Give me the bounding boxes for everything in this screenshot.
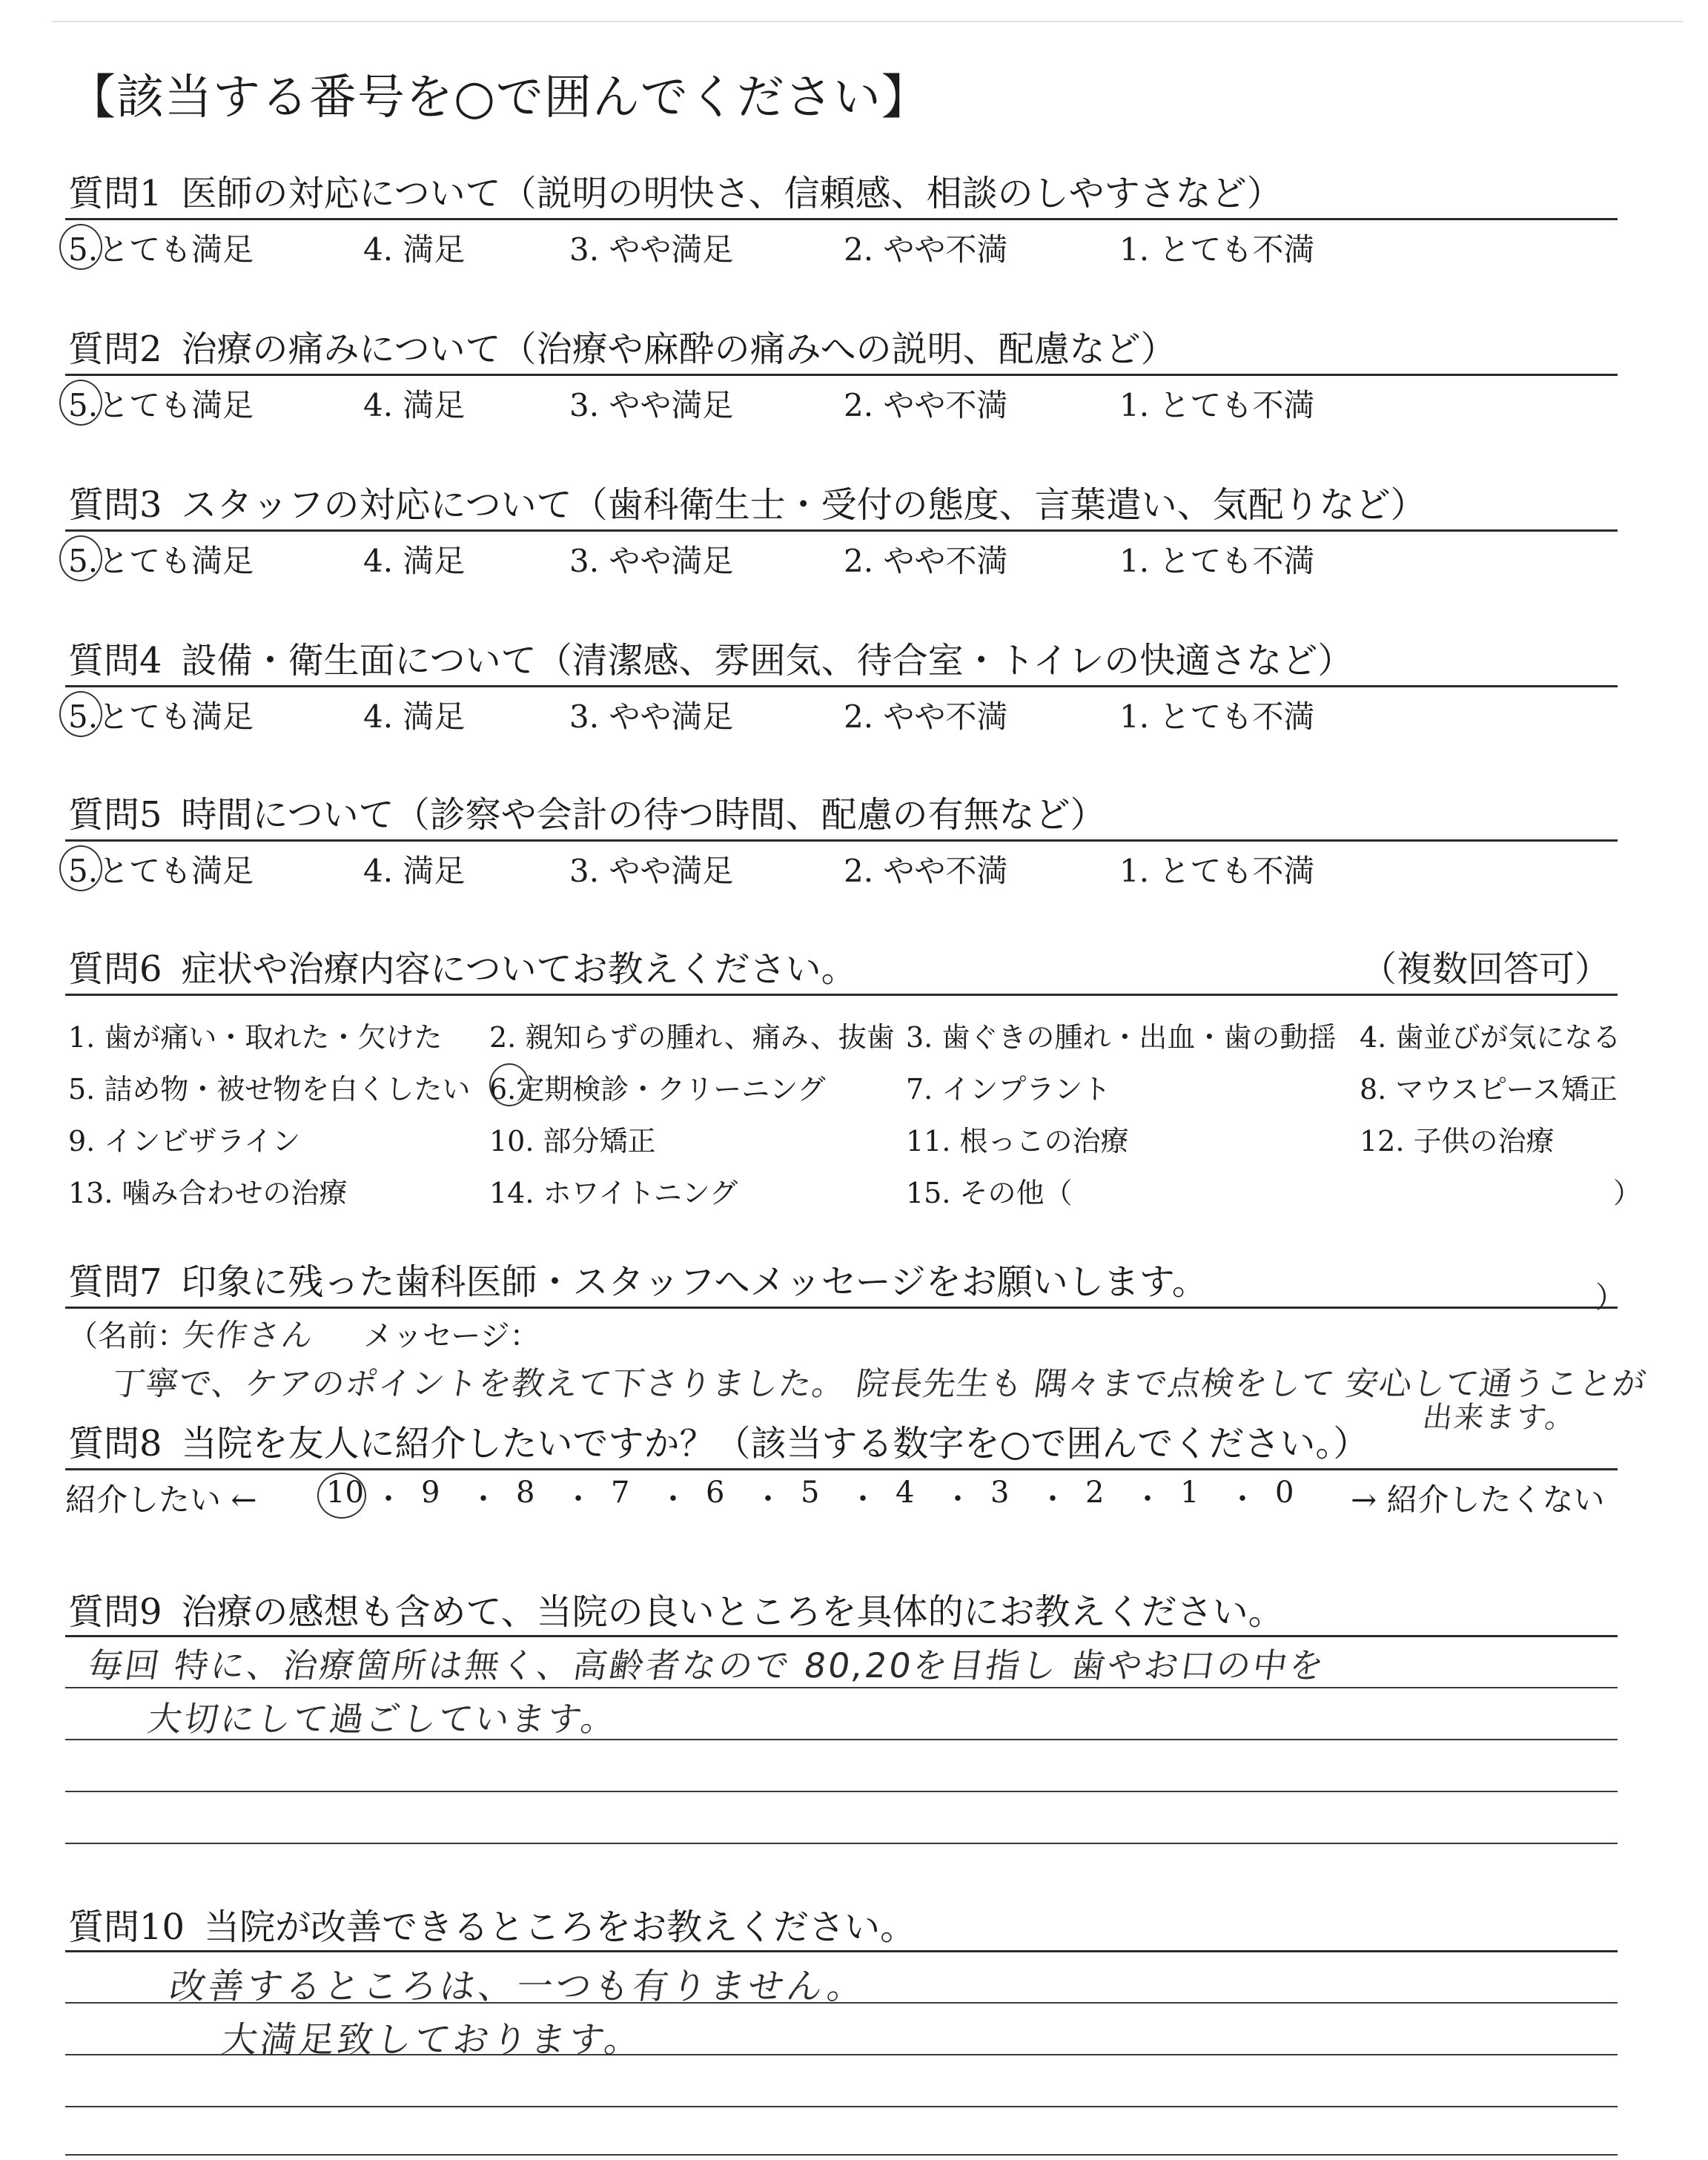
question-label: 質問3 — [68, 484, 162, 526]
scale-value[interactable]: 0 — [1275, 1476, 1294, 1510]
handwritten-message: 丁寧で、ケアのポイントを教えて下さりました。 院長先生も 隅々まで点検をして 安心して通うことが — [109, 1365, 1649, 1403]
rating-option-2[interactable]: 2. やや不満 — [844, 387, 1008, 423]
multi-answer-note: （複数回答可） — [1361, 948, 1611, 990]
selection-circle — [317, 1473, 366, 1519]
answer-line — [65, 1843, 1618, 1844]
question-9-rule — [65, 1635, 1618, 1637]
handwritten-message-cont: 出来ます。 — [1420, 1401, 1579, 1435]
question-10-rule — [65, 1950, 1618, 1952]
symptom-option[interactable]: 11. 根っこの治療 — [906, 1125, 1129, 1157]
question-label: 質問4 — [68, 640, 162, 681]
symptom-option[interactable]: 15. その他（ — [906, 1177, 1073, 1209]
question-text: 時間について（診察や会計の待つ時間、配慮の有無など） — [181, 794, 1106, 836]
selection-circle — [59, 845, 102, 891]
rating-option-2[interactable]: 2. やや不満 — [844, 698, 1008, 735]
scale-right-label: → 紹介したくない — [1351, 1482, 1605, 1518]
scale-value[interactable]: 6 — [706, 1476, 725, 1510]
scale-dot: ・ — [1133, 1482, 1162, 1516]
question-label: 質問8 — [68, 1423, 162, 1464]
handwritten-answer-line-1: 毎回 特に、治療箇所は無く、高齢者なので 80,20を目指し 歯やお口の中を — [85, 1645, 1329, 1685]
top-border — [52, 21, 1683, 22]
scale-value[interactable]: 3 — [990, 1476, 1010, 1510]
rating-option-4[interactable]: 4. 満足 — [363, 853, 466, 889]
question-1 — [68, 165, 1282, 216]
scale-value[interactable]: 1 — [1180, 1476, 1199, 1510]
rating-option-2[interactable]: 2. やや不満 — [844, 543, 1008, 579]
rating-option-3[interactable]: 3. やや満足 — [569, 231, 734, 268]
question-4 — [68, 632, 1353, 683]
scale-value[interactable]: 10 — [326, 1476, 364, 1510]
scale-value[interactable]: 9 — [421, 1476, 440, 1510]
name-value: 矢作さん — [181, 1317, 317, 1353]
symptom-option[interactable]: 6.定期検診・クリーニング — [489, 1073, 826, 1106]
question-rule — [65, 529, 1618, 532]
scale-dot: ・ — [563, 1482, 593, 1516]
scale-dot: ・ — [469, 1482, 498, 1516]
question-6-rule — [65, 994, 1618, 996]
selection-circle — [59, 535, 102, 581]
question-rule — [65, 685, 1618, 687]
question-label: 質問6 — [68, 948, 162, 990]
rating-option-3[interactable]: 3. やや満足 — [569, 698, 734, 735]
rating-option-5[interactable]: 5.とても満足 — [68, 231, 254, 268]
rating-option-1[interactable]: 1. とても不満 — [1119, 231, 1315, 268]
symptom-option[interactable]: 7. インプラント — [906, 1073, 1111, 1106]
question-label: 質問2 — [68, 328, 162, 370]
close-paren: ） — [1595, 1281, 1625, 1315]
handwritten-answer-line-2: 大切にして過ごしています。 — [145, 1699, 620, 1739]
rating-option-1[interactable]: 1. とても不満 — [1119, 853, 1315, 889]
scale-dot: ・ — [658, 1482, 688, 1516]
question-label: 質問5 — [68, 794, 162, 836]
rating-option-1[interactable]: 1. とても不満 — [1119, 387, 1315, 423]
question-label: 質問9 — [68, 1591, 162, 1633]
rating-option-4[interactable]: 4. 満足 — [363, 231, 466, 268]
rating-option-3[interactable]: 3. やや満足 — [569, 853, 734, 889]
symptom-option[interactable]: 12. 子供の治療 — [1360, 1125, 1555, 1157]
symptom-option[interactable]: 13. 噛み合わせの治療 — [68, 1177, 348, 1209]
rating-option-5[interactable]: 5.とても満足 — [68, 698, 254, 735]
handwritten-answer-line-2: 大満足致しております。 — [219, 2019, 646, 2061]
other-close-paren: ） — [1613, 1177, 1642, 1209]
symptom-option[interactable]: 4. 歯並びが気になる — [1360, 1021, 1621, 1054]
rating-option-3[interactable]: 3. やや満足 — [569, 387, 734, 423]
rating-option-1[interactable]: 1. とても不満 — [1119, 698, 1315, 735]
answer-line — [65, 2106, 1618, 2107]
scale-dot: ・ — [753, 1482, 783, 1516]
scale-value[interactable]: 5 — [801, 1476, 820, 1510]
question-3 — [68, 476, 1426, 527]
scale-value[interactable]: 8 — [516, 1476, 535, 1510]
question-label: 質問7 — [68, 1261, 162, 1303]
scale-dot: ・ — [1038, 1482, 1068, 1516]
rating-option-5[interactable]: 5.とても満足 — [68, 387, 254, 423]
question-text: 設備・衛生面について（清潔感、雰囲気、待合室・トイレの快適さなど） — [181, 640, 1354, 681]
symptom-option[interactable]: 2. 親知らずの腫れ、痛み、抜歯 — [489, 1021, 895, 1054]
question-7 — [68, 1253, 1208, 1304]
question-6 — [68, 940, 857, 991]
symptom-option[interactable]: 14. ホワイトニング — [489, 1177, 738, 1209]
symptom-option[interactable]: 1. 歯が痛い・取れた・欠けた — [68, 1021, 443, 1054]
symptom-option[interactable]: 9. インビザライン — [68, 1125, 301, 1157]
question-text: 印象に残った歯科医師・スタッフへメッセージをお願いします。 — [181, 1261, 1208, 1303]
selection-circle — [489, 1063, 529, 1106]
question-label: 質問1 — [68, 173, 162, 214]
question-rule — [65, 218, 1618, 220]
question-text: 当院が改善できるところをお教えください。 — [204, 1906, 916, 1948]
answer-line — [65, 1791, 1618, 1792]
selection-circle — [59, 224, 102, 270]
handwritten-answer-line-1: 改善するところは、一つも有りません。 — [167, 1966, 870, 2007]
scale-value[interactable]: 2 — [1085, 1476, 1105, 1510]
question-rule — [65, 374, 1618, 376]
rating-option-5[interactable]: 5.とても満足 — [68, 853, 254, 889]
selection-circle — [59, 691, 102, 737]
symptom-option[interactable]: 5. 詰め物・被せ物を白くしたい — [68, 1073, 471, 1106]
rating-option-3[interactable]: 3. やや満足 — [569, 543, 734, 579]
scale-dot: ・ — [943, 1482, 973, 1516]
question-text: 治療の感想も含めて、当院の良いところを具体的にお教えください。 — [181, 1591, 1284, 1633]
message-label: メッセージ： — [363, 1319, 540, 1353]
question-rule — [65, 839, 1618, 842]
question-label: 質問10 — [68, 1906, 185, 1948]
question-text: 症状や治療内容についてお教えください。 — [181, 948, 857, 990]
instruction-header: 【該当する番号を○で囲んでください】 — [68, 70, 930, 125]
scale-dot: ・ — [848, 1482, 878, 1516]
scale-value[interactable]: 4 — [896, 1476, 915, 1510]
question-text: 当院を友人に紹介したいですか？（該当する数字を○で囲んでください。） — [181, 1423, 1369, 1464]
symptom-option[interactable]: 10. 部分矯正 — [489, 1125, 656, 1157]
question-5 — [68, 786, 1106, 837]
scale-value[interactable]: 7 — [611, 1476, 630, 1510]
rating-option-2[interactable]: 2. やや不満 — [844, 231, 1008, 268]
rating-option-4[interactable]: 4. 満足 — [363, 698, 466, 735]
rating-option-4[interactable]: 4. 満足 — [363, 387, 466, 423]
name-label: （名前： — [68, 1319, 187, 1353]
scale-left-label: 紹介したい ← — [65, 1482, 257, 1518]
scale-dot: ・ — [1228, 1482, 1257, 1516]
question-10 — [68, 1898, 916, 1949]
scale-dot: ・ — [374, 1482, 403, 1516]
rating-option-5[interactable]: 5.とても満足 — [68, 543, 254, 579]
rating-option-1[interactable]: 1. とても不満 — [1119, 543, 1315, 579]
question-text: 治療の痛みについて（治療や麻酔の痛みへの説明、配慮など） — [181, 328, 1176, 370]
question-text: スタッフの対応について（歯科衛生士・受付の態度、言葉遣い、気配りなど） — [181, 484, 1426, 526]
question-8 — [68, 1415, 1368, 1466]
rating-option-2[interactable]: 2. やや不満 — [844, 853, 1008, 889]
symptom-option[interactable]: 3. 歯ぐきの腫れ・出血・歯の動揺 — [906, 1021, 1337, 1054]
question-text: 医師の対応について（説明の明快さ、信頼感、相談のしやすさなど） — [181, 173, 1282, 214]
answer-line — [65, 2154, 1618, 2156]
rating-option-4[interactable]: 4. 満足 — [363, 543, 466, 579]
question-7-rule — [65, 1307, 1618, 1309]
symptom-option[interactable]: 8. マウスピース矯正 — [1360, 1073, 1618, 1106]
selection-circle — [59, 380, 102, 426]
question-2 — [68, 320, 1176, 371]
question-8-rule — [65, 1468, 1618, 1470]
question-9 — [68, 1583, 1284, 1634]
